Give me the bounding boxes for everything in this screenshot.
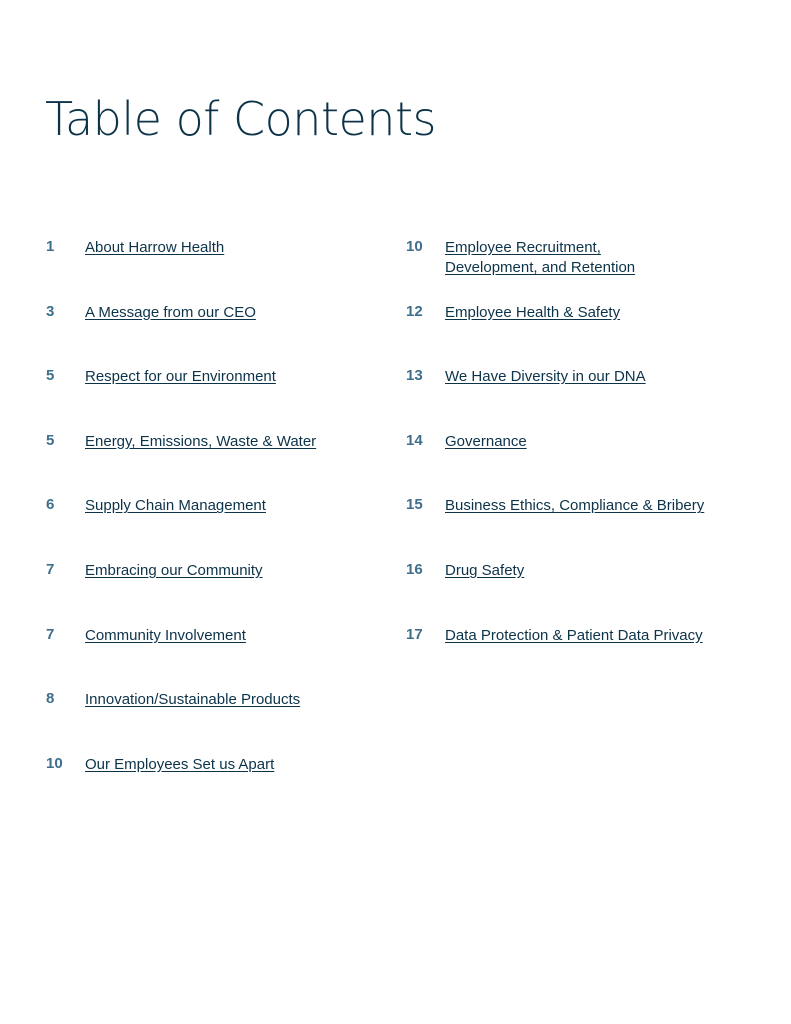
toc-page-number: 7 [46,625,55,643]
toc-page-number: 8 [46,690,55,708]
toc-left-column [46,237,386,818]
toc-link-data-protection[interactable]: Data Protection & Patient Data Privacy [445,626,703,644]
toc-entry [46,754,386,819]
toc-entry [46,560,386,625]
toc-page-number: 12 [406,302,423,320]
toc-link-employee-recruitment[interactable]: Employee Recruitment, Development, and Retention [445,239,636,276]
toc-entry [46,237,386,302]
toc-link-energy-emissions[interactable]: Energy, Emissions, Waste & Water [85,432,317,450]
toc-link-community-involvement[interactable]: Community Involvement [85,626,246,644]
toc-link-drug-safety[interactable]: Drug Safety [445,561,525,579]
toc-entry [46,431,386,496]
toc-page-number: 5 [46,431,55,449]
toc-entry [406,237,776,302]
toc-entry [406,560,776,625]
toc-entry [406,302,776,367]
toc-entry [406,495,776,560]
toc-entry [46,366,386,431]
toc-link-about-harrow-health[interactable]: About Harrow Health [85,239,225,256]
toc-entry [406,431,776,496]
toc-page-number: 10 [46,754,63,772]
toc-link-governance[interactable]: Governance [445,432,527,450]
toc-link-diversity[interactable]: We Have Diversity in our DNA [445,368,646,386]
page-title: Table of Contents [45,92,436,146]
toc-entry [406,625,776,690]
toc-link-employee-health-safety[interactable]: Employee Health & Safety [445,303,621,321]
toc-entry [406,366,776,431]
toc-entry [46,302,386,367]
toc-entry [46,495,386,560]
toc-link-supply-chain[interactable]: Supply Chain Management [85,497,266,515]
toc-page-number: 5 [46,367,55,385]
toc-link-innovation[interactable]: Innovation/Sustainable Products [85,691,301,709]
toc-link-respect-for-environment[interactable]: Respect for our Environment [85,368,276,386]
toc-page-number: 10 [406,238,423,255]
toc-link-our-employees[interactable]: Our Employees Set us Apart [85,755,275,773]
toc-link-message-from-ceo[interactable]: A Message from our CEO [85,303,256,321]
toc-page-number: 14 [406,431,423,449]
toc-right-column [406,237,776,689]
toc-page-number: 7 [46,560,55,578]
toc-entry [46,689,386,754]
toc-page-number: 13 [406,367,423,385]
toc-link-business-ethics[interactable]: Business Ethics, Compliance & Bribery [445,497,705,515]
toc-page-number: 17 [406,625,423,643]
toc-page-number: 16 [406,560,423,578]
toc-page-number: 15 [406,496,423,514]
toc-page-number: 1 [46,238,55,255]
toc-page-number: 3 [46,302,55,320]
toc-page-number: 6 [46,496,55,514]
toc-link-embracing-community[interactable]: Embracing our Community [85,561,263,579]
toc-entry [46,625,386,690]
